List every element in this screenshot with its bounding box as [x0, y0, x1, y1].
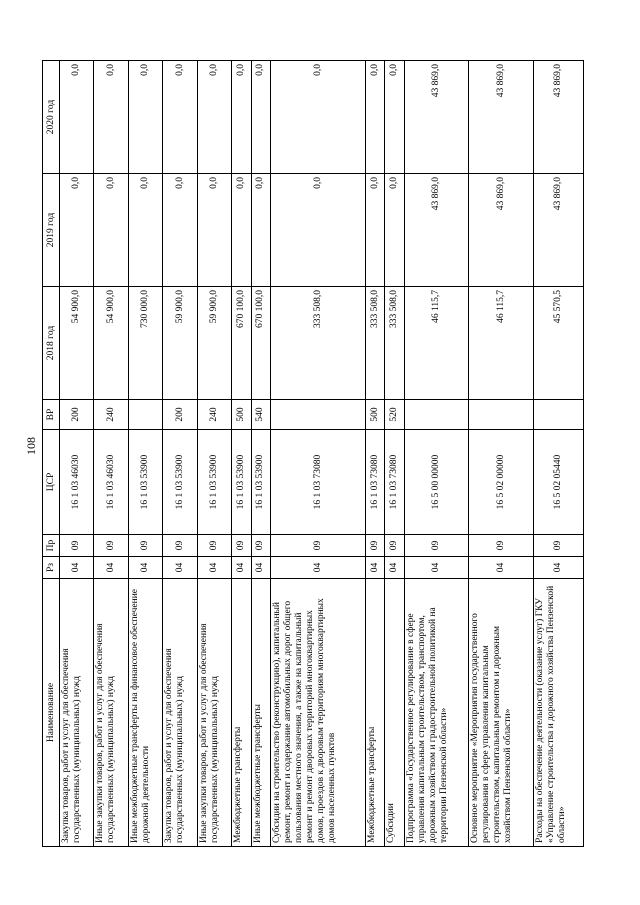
page-number: 108	[24, 437, 38, 455]
row-2020: 43 869,0	[534, 61, 584, 174]
row-2019: 0,0	[232, 174, 251, 287]
row-2020: 0,0	[270, 61, 365, 174]
row-2018: 46 115,7	[469, 287, 534, 400]
row-vr	[404, 400, 469, 430]
header-name: Наименование	[43, 579, 60, 847]
row-2018: 54 900,0	[94, 287, 128, 400]
row-2018: 45 570,5	[534, 287, 584, 400]
row-pr: 09	[163, 535, 197, 557]
row-name: Иные межбюджетные трансферты на финансовое обеспечение дорожной деятельности	[128, 579, 162, 847]
row-vr	[469, 400, 534, 430]
row-csr: 16 1 03 53900	[232, 430, 251, 535]
header-pr: Пр	[43, 535, 60, 557]
row-2018: 59 900,0	[197, 287, 231, 400]
rotated-table-frame	[42, 60, 584, 847]
row-rz: 04	[251, 557, 270, 579]
row-rz: 04	[163, 557, 197, 579]
row-pr: 09	[232, 535, 251, 557]
row-2019: 0,0	[163, 174, 197, 287]
row-2020: 0,0	[94, 61, 128, 174]
row-csr: 16 1 03 46030	[94, 430, 128, 535]
row-name: Иные закупки товаров, работ и услуг для обеспечения государственных (муниципальных) нужд	[197, 579, 231, 847]
row-pr: 09	[469, 535, 534, 557]
row-csr: 16 1 03 53900	[251, 430, 270, 535]
table-row	[94, 61, 128, 847]
row-name: Иные закупки товаров, работ и услуг для обеспечения государственных (муниципальных) нужд	[94, 579, 128, 847]
row-pr: 09	[404, 535, 469, 557]
row-pr: 09	[197, 535, 231, 557]
row-vr: 520	[385, 400, 404, 430]
row-pr: 09	[128, 535, 162, 557]
row-2020: 43 869,0	[404, 61, 469, 174]
row-rz: 04	[197, 557, 231, 579]
budget-table-container	[42, 60, 584, 847]
row-2019: 43 869,0	[469, 174, 534, 287]
row-name: Межбюджетные трансферты	[366, 579, 385, 847]
row-pr: 09	[385, 535, 404, 557]
row-2019: 0,0	[366, 174, 385, 287]
table-row	[197, 61, 231, 847]
row-csr: 16 1 03 46030	[60, 430, 94, 535]
row-name: Субсидии на строительство (реконструкцию), капитальный ремонт, ремонт и содержание автомобильных дорог общего пользования местного значения, а также на капитальный ремонт и ремонт дворовых территорий многоквартирных домов, проездов к дворовым территориям многоквартирных домов населенных пунктов	[270, 579, 365, 847]
header-2019: 2019 год	[43, 174, 60, 287]
row-2019: 0,0	[270, 174, 365, 287]
row-2018: 670 100,0	[232, 287, 251, 400]
row-2019: 0,0	[385, 174, 404, 287]
row-csr: 16 1 03 73080	[385, 430, 404, 535]
header-2020: 2020 год	[43, 61, 60, 174]
table-row	[270, 61, 365, 847]
row-name: Расходы на обеспечение деятельности (оказание услуг) ГКУ «Управление строительства и дорожного хозяйства Пензенской области»	[534, 579, 584, 847]
table-row	[469, 61, 534, 847]
header-2018: 2018 год	[43, 287, 60, 400]
row-rz: 04	[469, 557, 534, 579]
row-2020: 0,0	[385, 61, 404, 174]
row-name: Межбюджетные трансферты	[232, 579, 251, 847]
row-vr: 240	[94, 400, 128, 430]
row-vr: 500	[232, 400, 251, 430]
table-header-row	[43, 61, 60, 847]
table-row	[366, 61, 385, 847]
table-row	[534, 61, 584, 847]
row-vr	[534, 400, 584, 430]
row-2020: 0,0	[60, 61, 94, 174]
row-pr: 09	[94, 535, 128, 557]
row-pr: 09	[270, 535, 365, 557]
row-2020: 0,0	[128, 61, 162, 174]
row-name: Закупка товаров, работ и услуг для обеспечения государственных (муниципальных) нужд	[60, 579, 94, 847]
row-2018: 730 000,0	[128, 287, 162, 400]
row-csr: 16 1 03 73080	[270, 430, 365, 535]
table-row	[251, 61, 270, 847]
row-2019: 0,0	[128, 174, 162, 287]
budget-table	[42, 60, 584, 847]
header-vr: ВР	[43, 400, 60, 430]
table-row	[128, 61, 162, 847]
row-2020: 0,0	[366, 61, 385, 174]
row-vr: 240	[197, 400, 231, 430]
row-rz: 04	[94, 557, 128, 579]
row-2018: 670 100,0	[251, 287, 270, 400]
table-row	[232, 61, 251, 847]
row-vr	[128, 400, 162, 430]
row-2020: 0,0	[197, 61, 231, 174]
row-rz: 04	[366, 557, 385, 579]
row-2018: 333 508,0	[270, 287, 365, 400]
row-csr: 16 1 03 53900	[197, 430, 231, 535]
table-row	[404, 61, 469, 847]
row-2019: 43 869,0	[404, 174, 469, 287]
row-name: Основное мероприятие «Мероприятия государственного регулирования в сфере управления капитальным строительством, капитальным ремонтом и дорожным хозяйством Пензенской области»	[469, 579, 534, 847]
row-rz: 04	[60, 557, 94, 579]
row-vr: 200	[60, 400, 94, 430]
row-pr: 09	[366, 535, 385, 557]
row-rz: 04	[534, 557, 584, 579]
row-rz: 04	[404, 557, 469, 579]
row-csr: 16 5 02 00000	[469, 430, 534, 535]
table-row	[385, 61, 404, 847]
row-2020: 0,0	[232, 61, 251, 174]
row-2019: 43 869,0	[534, 174, 584, 287]
row-vr: 500	[366, 400, 385, 430]
header-rz: Рз	[43, 557, 60, 579]
row-2018: 59 900,0	[163, 287, 197, 400]
row-rz: 04	[232, 557, 251, 579]
row-2019: 0,0	[251, 174, 270, 287]
row-csr: 16 5 00 00000	[404, 430, 469, 535]
header-csr: ЦСР	[43, 430, 60, 535]
row-2018: 333 508,0	[366, 287, 385, 400]
row-vr	[270, 400, 365, 430]
row-csr: 16 1 03 53900	[163, 430, 197, 535]
table-row	[163, 61, 197, 847]
row-2020: 0,0	[163, 61, 197, 174]
row-2020: 0,0	[251, 61, 270, 174]
row-2020: 43 869,0	[469, 61, 534, 174]
row-2018: 333 508,0	[385, 287, 404, 400]
row-name: Иные межбюджетные трансферты	[251, 579, 270, 847]
row-2018: 46 115,7	[404, 287, 469, 400]
row-name: Подпрограмма «Государственное регулирование в сфере управления капитальным строительством, транспортом, дорожным хозяйством и градостроительной политикой на территории Пензенской области»	[404, 579, 469, 847]
row-rz: 04	[270, 557, 365, 579]
row-2019: 0,0	[197, 174, 231, 287]
row-pr: 09	[534, 535, 584, 557]
row-rz: 04	[128, 557, 162, 579]
row-vr: 200	[163, 400, 197, 430]
row-2018: 54 900,0	[60, 287, 94, 400]
row-pr: 09	[60, 535, 94, 557]
row-csr: 16 5 02 05440	[534, 430, 584, 535]
table-row	[60, 61, 94, 847]
row-name: Закупка товаров, работ и услуг для обеспечения государственных (муниципальных) нужд	[163, 579, 197, 847]
row-rz: 04	[385, 557, 404, 579]
row-csr: 16 1 03 53900	[128, 430, 162, 535]
row-vr: 540	[251, 400, 270, 430]
row-name: Субсидии	[385, 579, 404, 847]
row-2019: 0,0	[94, 174, 128, 287]
row-csr: 16 1 03 73080	[366, 430, 385, 535]
row-2019: 0,0	[60, 174, 94, 287]
row-pr: 09	[251, 535, 270, 557]
